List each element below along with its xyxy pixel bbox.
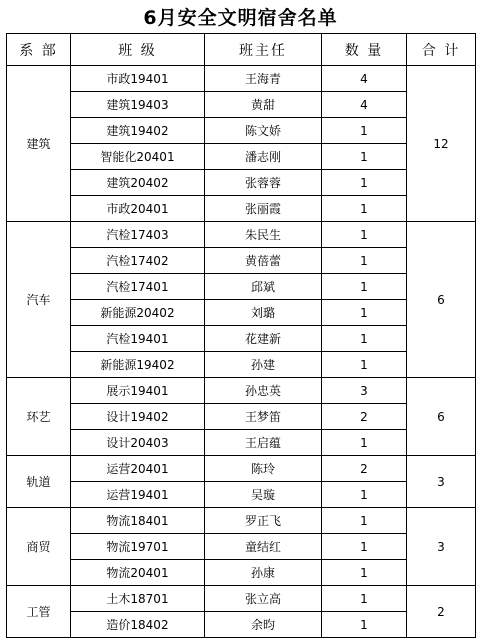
class-cell: 土木18701 [71, 586, 205, 612]
table-row [7, 274, 476, 300]
count-cell: 1 [322, 196, 407, 222]
teacher-cell: 罗正飞 [205, 508, 322, 534]
teacher-cell: 童结红 [205, 534, 322, 560]
table-body [7, 66, 476, 638]
total-cell: 2 [407, 586, 476, 638]
class-cell: 运营20401 [71, 456, 205, 482]
teacher-cell: 孙建 [205, 352, 322, 378]
department-cell: 轨道 [7, 456, 71, 508]
class-cell: 市政19401 [71, 66, 205, 92]
count-cell: 4 [322, 92, 407, 118]
class-cell: 新能源20402 [71, 300, 205, 326]
count-cell: 1 [322, 300, 407, 326]
table-row [7, 534, 476, 560]
header-total: 合 计 [407, 34, 476, 66]
count-cell: 1 [322, 326, 407, 352]
table-row [7, 508, 476, 534]
total-cell: 3 [407, 456, 476, 508]
class-cell: 汽检17402 [71, 248, 205, 274]
table-row [7, 92, 476, 118]
table-row [7, 144, 476, 170]
class-cell: 造价18402 [71, 612, 205, 638]
class-cell: 汽检17401 [71, 274, 205, 300]
table-row [7, 404, 476, 430]
class-cell: 建筑19402 [71, 118, 205, 144]
table-row [7, 612, 476, 638]
header-count: 数 量 [322, 34, 407, 66]
table-row [7, 326, 476, 352]
department-cell: 建筑 [7, 66, 71, 222]
header-row [7, 34, 476, 66]
count-cell: 4 [322, 66, 407, 92]
header-teacher: 班主任 [205, 34, 322, 66]
count-cell: 1 [322, 352, 407, 378]
count-cell: 1 [322, 612, 407, 638]
teacher-cell: 王梦笛 [205, 404, 322, 430]
count-cell: 1 [322, 534, 407, 560]
class-cell: 市政20401 [71, 196, 205, 222]
class-cell: 物流19701 [71, 534, 205, 560]
table-row [7, 560, 476, 586]
count-cell: 1 [322, 118, 407, 144]
class-cell: 汽检19401 [71, 326, 205, 352]
teacher-cell: 刘璐 [205, 300, 322, 326]
class-cell: 设计20403 [71, 430, 205, 456]
sheet-title: 6月安全文明宿舍名单 [143, 6, 338, 29]
class-cell: 新能源19402 [71, 352, 205, 378]
table-row [7, 482, 476, 508]
teacher-cell: 孙康 [205, 560, 322, 586]
teacher-cell: 王海青 [205, 66, 322, 92]
table-row [7, 430, 476, 456]
count-cell: 1 [322, 170, 407, 196]
class-cell: 物流20401 [71, 560, 205, 586]
table-row [7, 196, 476, 222]
teacher-cell: 邱斌 [205, 274, 322, 300]
class-cell: 运营19401 [71, 482, 205, 508]
teacher-cell: 陈文娇 [205, 118, 322, 144]
count-cell: 1 [322, 508, 407, 534]
department-cell: 环艺 [7, 378, 71, 456]
table-row [7, 586, 476, 612]
count-cell: 1 [322, 248, 407, 274]
teacher-cell: 黄蓓蕾 [205, 248, 322, 274]
teacher-cell: 张蓉蓉 [205, 170, 322, 196]
teacher-cell: 张立高 [205, 586, 322, 612]
count-cell: 1 [322, 482, 407, 508]
count-cell: 1 [322, 430, 407, 456]
table-row [7, 118, 476, 144]
count-cell: 2 [322, 456, 407, 482]
table-row [7, 352, 476, 378]
count-cell: 1 [322, 560, 407, 586]
teacher-cell: 王启蕴 [205, 430, 322, 456]
table-row [7, 378, 476, 404]
total-cell: 6 [407, 222, 476, 378]
table-row [7, 170, 476, 196]
table-row [7, 456, 476, 482]
count-cell: 1 [322, 586, 407, 612]
table-row [7, 248, 476, 274]
count-cell: 3 [322, 378, 407, 404]
table-header [7, 34, 476, 66]
count-cell: 1 [322, 274, 407, 300]
class-cell: 建筑19403 [71, 92, 205, 118]
class-cell: 设计19402 [71, 404, 205, 430]
teacher-cell: 张丽霞 [205, 196, 322, 222]
teacher-cell: 陈玲 [205, 456, 322, 482]
teacher-cell: 余昀 [205, 612, 322, 638]
teacher-cell: 花建新 [205, 326, 322, 352]
department-cell: 工管 [7, 586, 71, 638]
header-class: 班 级 [71, 34, 205, 66]
table-row [7, 300, 476, 326]
department-cell: 汽车 [7, 222, 71, 378]
teacher-cell: 吴璇 [205, 482, 322, 508]
total-cell: 3 [407, 508, 476, 586]
total-cell: 6 [407, 378, 476, 456]
header-department: 系 部 [7, 34, 71, 66]
teacher-cell: 潘志刚 [205, 144, 322, 170]
dormitory-roster-table [6, 33, 476, 638]
count-cell: 2 [322, 404, 407, 430]
class-cell: 物流18401 [71, 508, 205, 534]
class-cell: 智能化20401 [71, 144, 205, 170]
teacher-cell: 朱民生 [205, 222, 322, 248]
department-cell: 商贸 [7, 508, 71, 586]
class-cell: 汽检17403 [71, 222, 205, 248]
class-cell: 展示19401 [71, 378, 205, 404]
count-cell: 1 [322, 144, 407, 170]
total-cell: 12 [407, 66, 476, 222]
count-cell: 1 [322, 222, 407, 248]
table-row [7, 222, 476, 248]
class-cell: 建筑20402 [71, 170, 205, 196]
teacher-cell: 孙忠英 [205, 378, 322, 404]
teacher-cell: 黄甜 [205, 92, 322, 118]
table-row [7, 66, 476, 92]
